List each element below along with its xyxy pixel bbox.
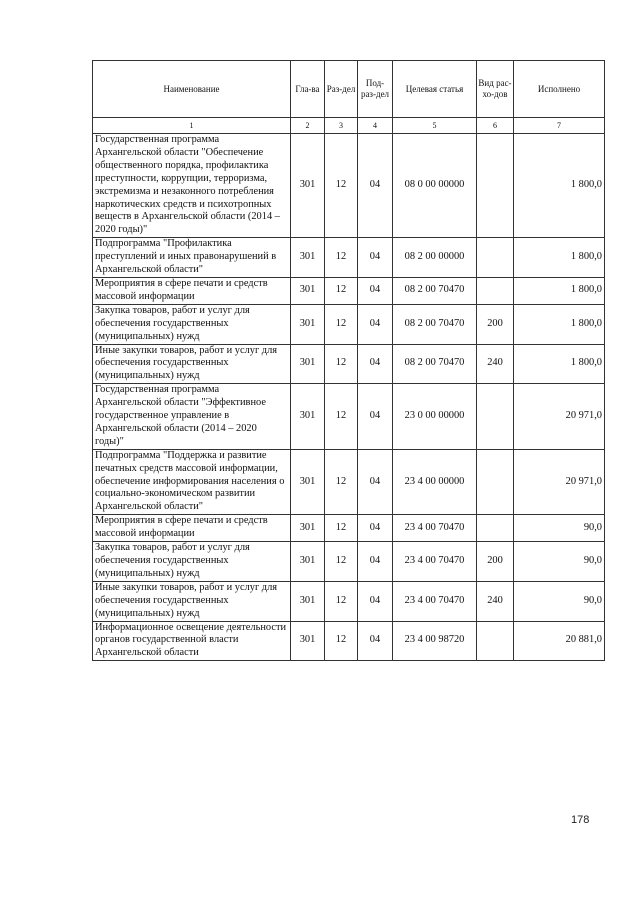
table-row [93,304,605,344]
header-chapter: Гла-ва [291,61,325,118]
row-executed: 1 800,0 [514,277,605,304]
table-row [93,542,605,582]
table-row [93,449,605,515]
header-target: Целевая статья [393,61,477,118]
row-subsection: 04 [358,277,393,304]
row-name: Мероприятия в сфере печати и средств массовой информации [93,277,291,304]
row-chapter: 301 [291,134,325,238]
row-executed: 20 971,0 [514,384,605,450]
row-subsection: 04 [358,134,393,238]
column-number: 6 [477,118,514,134]
row-name: Закупка товаров, работ и услуг для обеспечения государственных (муниципальных) нужд [93,542,291,582]
row-executed: 1 800,0 [514,134,605,238]
row-target: 08 2 00 70470 [393,277,477,304]
row-subsection: 04 [358,384,393,450]
row-subsection: 04 [358,542,393,582]
header-executed: Исполнено [514,61,605,118]
row-section: 12 [325,542,358,582]
row-executed: 1 800,0 [514,304,605,344]
row-chapter: 301 [291,344,325,384]
table-row [93,134,605,238]
row-section: 12 [325,449,358,515]
row-target: 08 2 00 70470 [393,304,477,344]
row-section: 12 [325,384,358,450]
row-name: Подпрограмма "Поддержка и развитие печатных средств массовой информации, обеспечение информирования населения о социально-экономическом развитии Архангельской области" [93,449,291,515]
header-name: Наименование [93,61,291,118]
table-row [93,344,605,384]
row-expense-type [477,449,514,515]
table-row [93,581,605,621]
row-subsection: 04 [358,515,393,542]
row-subsection: 04 [358,581,393,621]
row-chapter: 301 [291,542,325,582]
row-chapter: 301 [291,449,325,515]
table-body [93,134,605,661]
column-number: 7 [514,118,605,134]
row-target: 23 4 00 70470 [393,581,477,621]
row-executed: 90,0 [514,581,605,621]
row-name: Иные закупки товаров, работ и услуг для обеспечения государственных (муниципальных) нужд [93,344,291,384]
header-row [93,61,605,118]
row-expense-type: 240 [477,581,514,621]
column-number: 1 [93,118,291,134]
row-target: 08 2 00 70470 [393,344,477,384]
row-target: 23 4 00 70470 [393,542,477,582]
row-section: 12 [325,581,358,621]
row-executed: 1 800,0 [514,344,605,384]
row-expense-type [477,515,514,542]
row-subsection: 04 [358,344,393,384]
row-name: Мероприятия в сфере печати и средств массовой информации [93,515,291,542]
row-expense-type: 200 [477,542,514,582]
table-row [93,277,605,304]
row-target: 23 4 00 98720 [393,621,477,661]
row-chapter: 301 [291,621,325,661]
column-number: 5 [393,118,477,134]
row-target: 23 4 00 00000 [393,449,477,515]
row-section: 12 [325,515,358,542]
row-name: Закупка товаров, работ и услуг для обеспечения государственных (муниципальных) нужд [93,304,291,344]
row-chapter: 301 [291,238,325,278]
table-row [93,515,605,542]
row-section: 12 [325,238,358,278]
table-row [93,384,605,450]
row-target: 08 0 00 00000 [393,134,477,238]
row-subsection: 04 [358,238,393,278]
row-expense-type [477,277,514,304]
column-number: 2 [291,118,325,134]
header-section: Раз-дел [325,61,358,118]
row-name: Государственная программа Архангельской области "Обеспечение общественного порядка, профилактика преступности, коррупции, терроризма, экстремизма и незаконного потребления наркотических средств и психотропных веществ в Архангельской области (2014 – 2020 годы)" [93,134,291,238]
row-executed: 90,0 [514,542,605,582]
table-row [93,621,605,661]
row-chapter: 301 [291,384,325,450]
table-row [93,238,605,278]
row-target: 23 0 00 00000 [393,384,477,450]
row-expense-type: 240 [477,344,514,384]
row-chapter: 301 [291,277,325,304]
row-section: 12 [325,134,358,238]
page-number: 178 [571,814,590,826]
row-name: Информационное освещение деятельности органов государственной власти Архангельской области [93,621,291,661]
row-executed: 90,0 [514,515,605,542]
row-name: Государственная программа Архангельской области "Эффективное государственное управление в Архангельской области (2014 – 2020 годы)" [93,384,291,450]
row-section: 12 [325,621,358,661]
row-section: 12 [325,304,358,344]
row-section: 12 [325,344,358,384]
header-subsection: Под-раз-дел [358,61,393,118]
column-number: 3 [325,118,358,134]
row-target: 23 4 00 70470 [393,515,477,542]
row-expense-type [477,134,514,238]
column-number-row [93,118,605,134]
row-subsection: 04 [358,304,393,344]
row-target: 08 2 00 00000 [393,238,477,278]
row-executed: 20 881,0 [514,621,605,661]
row-chapter: 301 [291,304,325,344]
row-executed: 1 800,0 [514,238,605,278]
row-expense-type [477,238,514,278]
budget-table [92,60,605,661]
row-section: 12 [325,277,358,304]
row-expense-type [477,621,514,661]
row-chapter: 301 [291,515,325,542]
row-subsection: 04 [358,449,393,515]
row-subsection: 04 [358,621,393,661]
row-name: Иные закупки товаров, работ и услуг для обеспечения государственных (муниципальных) нужд [93,581,291,621]
row-name: Подпрограмма "Профилактика преступлений и иных правонарушений в Архангельской области" [93,238,291,278]
row-expense-type [477,384,514,450]
row-expense-type: 200 [477,304,514,344]
column-number: 4 [358,118,393,134]
row-chapter: 301 [291,581,325,621]
row-executed: 20 971,0 [514,449,605,515]
header-expense-type: Вид рас-хо-дов [477,61,514,118]
